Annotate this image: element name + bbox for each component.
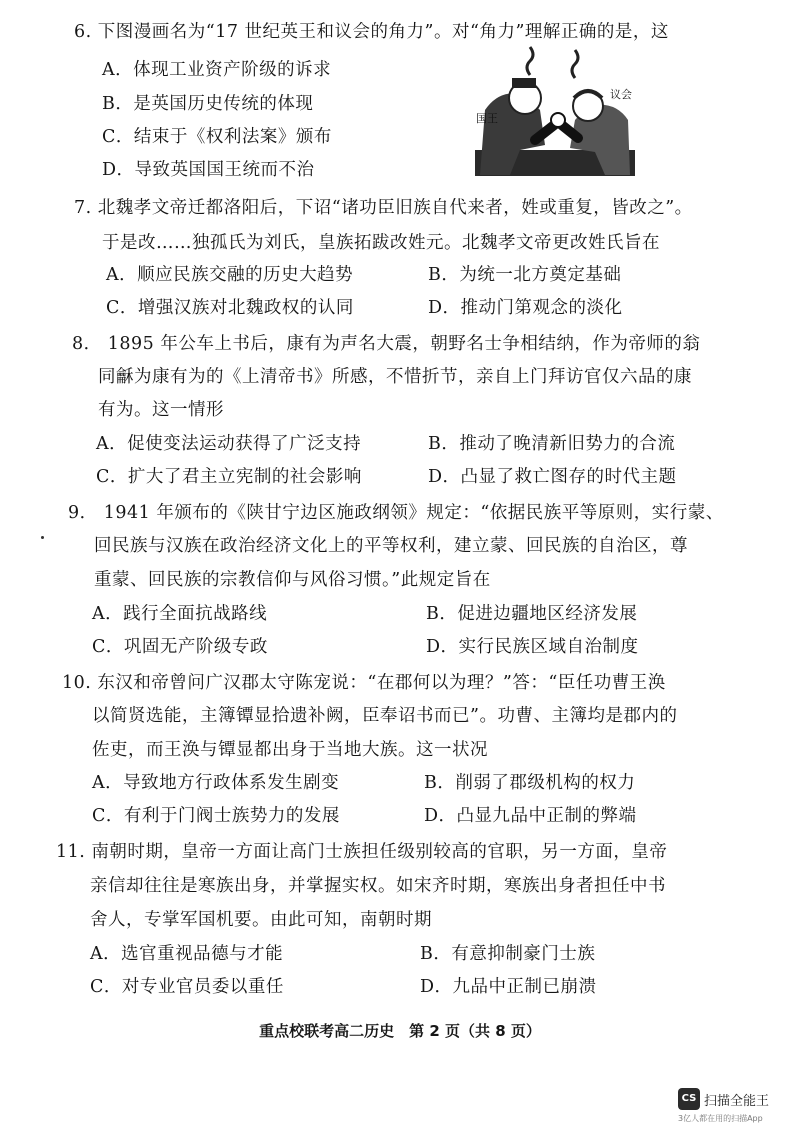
q8-stem-3: 有为。这一情形 [98, 400, 224, 420]
q6-option-a: A．体现工业资产阶级的诉求 [102, 60, 332, 80]
q9-stem-3: 重蒙、回民族的宗教信仰与风俗习惯。”此规定旨在 [94, 570, 491, 590]
q11-option-d: D．九品中正制已崩溃 [420, 977, 597, 997]
q10-option-a: A．导致地方行政体系发生剧变 [92, 773, 340, 793]
q11-stem-3: 舍人，专掌军国机要。由此可知，南朝时期 [90, 910, 432, 930]
q11-stem-1: 南朝时期，皇帝一方面让高门士族担任级别较高的官职，另一方面，皇帝 [91, 842, 668, 862]
q7-option-d: D．推动门第观念的淡化 [428, 298, 623, 318]
q11-stem-2: 亲信却往往是寒族出身，并掌握实权。如宋齐时期，寒族出身者担任中书 [90, 876, 666, 896]
q11-option-b: B．有意抑制豪门士族 [420, 944, 596, 964]
watermark-tagline: 3亿人都在用的扫描App [678, 1114, 763, 1123]
q9-line-1 [68, 499, 724, 524]
q8-stem-2: 同龢为康有为的《上清帝书》所感，不惜折节，亲自上门拜访官仅六品的康 [98, 367, 692, 387]
q8-option-d: D．凸显了救亡图存的时代主题 [428, 467, 677, 487]
q7-option-a: A．顺应民族交融的历史大趋势 [106, 265, 354, 285]
q7-line-1 [74, 194, 693, 219]
q11-number: 11. [56, 842, 86, 862]
q7-number: 7. [74, 198, 92, 218]
q9-option-a: A．践行全面抗战路线 [92, 604, 268, 624]
q6-number: 6. [74, 22, 92, 42]
q7-option-c: C．增强汉族对北魏政权的认同 [106, 298, 354, 318]
q10-stem-3: 佐吏，而王涣与镡显都出身于当地大族。这一状况 [92, 740, 488, 760]
king-parliament-cartoon [470, 40, 640, 180]
smoke-left [527, 47, 533, 75]
watermark-app-name: 扫描全能王 [704, 1094, 770, 1109]
q7-option-b: B．为统一北方奠定基础 [428, 265, 622, 285]
q7-stem-2: 于是改……独孤氏为刘氏，皇族拓跋改姓元。北魏孝文帝更改姓氏旨在 [102, 233, 660, 253]
q9-option-b: B．促进边疆地区经济发展 [426, 604, 638, 624]
q9-option-d: D．实行民族区域自治制度 [426, 637, 639, 657]
q6-stem-1: 下图漫画名为“17 世纪英王和议会的角力”。对“角力”理解正确的是，这 [97, 22, 669, 42]
q6-option-d: D．导致英国国王统而不治 [102, 160, 315, 180]
q10-option-d: D．凸显九品中正制的弊端 [424, 806, 637, 826]
label-parliament: 议会 [610, 88, 632, 101]
smoke-right [572, 50, 578, 78]
q10-stem-1: 东汉和帝曾问广汉郡太守陈宠说：“在郡何以为理？”答：“臣任功曹王涣 [97, 673, 666, 693]
scan-speck [41, 536, 44, 539]
page-footer: 重点校联考高二历史 第 2 页（共 8 页） [259, 1022, 541, 1040]
q9-stem-2: 回民族与汉族在政治经济文化上的平等权利，建立蒙、回民族的自治区，尊 [94, 536, 688, 556]
q10-option-b: B．削弱了郡级机构的权力 [424, 773, 636, 793]
q8-option-b: B．推动了晚清新旧势力的合流 [428, 434, 676, 454]
q10-stem-2: 以简贤选能，主簿镡显拾遗补阙，臣奉诏书而已”。功曹、主簿均是郡内的 [92, 706, 678, 726]
q8-option-c: C．扩大了君主立宪制的社会影响 [96, 467, 362, 487]
q8-option-a: A．促使变法运动获得了广泛支持 [96, 434, 362, 454]
q10-line-1 [62, 669, 666, 694]
q10-number: 10. [62, 673, 92, 693]
q8-line-1 [72, 330, 700, 355]
q8-stem-1: 1895 年公车上书后，康有为声名大震，朝野名士争相结纳，作为帝师的翁 [107, 334, 701, 354]
q10-option-c: C．有利于门阀士族势力的发展 [92, 806, 340, 826]
q7-stem-1: 北魏孝文帝迁都洛阳后，下诏“诸功臣旧族自代来者，姓或重复，皆改之”。 [97, 198, 693, 218]
label-king: 国王 [476, 112, 498, 125]
q9-number: 9． [68, 503, 98, 523]
q8-number: 8． [72, 334, 102, 354]
scanner-watermark [678, 1088, 788, 1124]
q9-option-c: C．巩固无产阶级专政 [92, 637, 268, 657]
q11-option-c: C．对专业官员委以重任 [90, 977, 284, 997]
king-crown [512, 78, 536, 88]
q6-option-c: C．结束于《权利法案》颁布 [102, 127, 332, 147]
q9-stem-1: 1941 年颁布的《陕甘宁边区施政纲领》规定：“依据民族平等原则，实行蒙、 [103, 503, 724, 523]
camscanner-logo-icon: CS [678, 1088, 700, 1110]
q11-line-1 [56, 838, 667, 863]
q6-option-b: B．是英国历史传统的体现 [102, 94, 314, 114]
q11-option-a: A．选官重视品德与才能 [90, 944, 284, 964]
